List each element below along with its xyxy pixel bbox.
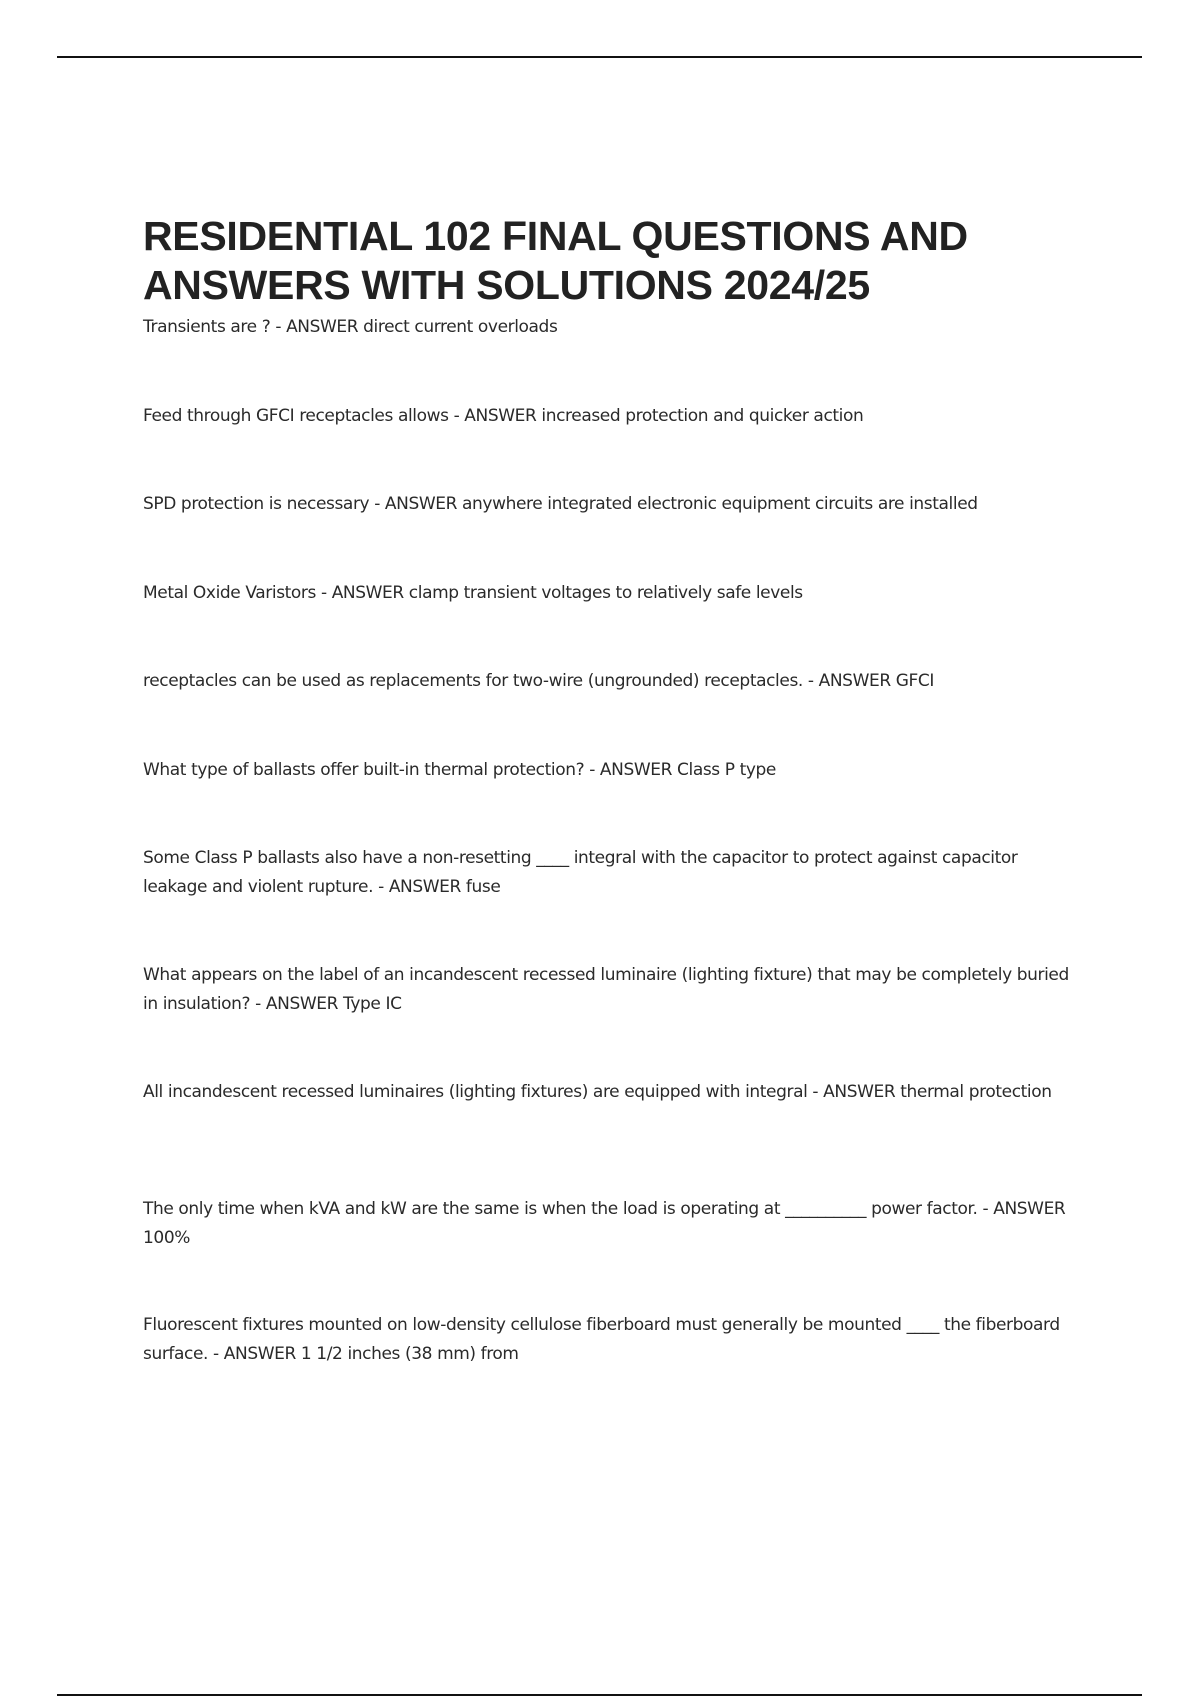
top-divider xyxy=(57,56,1142,58)
document-title: RESIDENTIAL 102 FINAL QUESTIONS AND ANSWERS WITH SOLUTIONS 2024/25 xyxy=(143,213,968,308)
qa-item: What type of ballasts offer built-in thermal protection? - ANSWER Class P type xyxy=(143,760,776,780)
qa-item: Feed through GFCI receptacles allows - ANSWER increased protection and quicker action xyxy=(143,406,864,426)
bottom-divider xyxy=(57,1694,1142,1696)
qa-item: Metal Oxide Varistors - ANSWER clamp transient voltages to relatively safe levels xyxy=(143,583,803,603)
qa-item: Transients are ? - ANSWER direct current overloads xyxy=(143,317,558,337)
qa-item: The only time when kVA and kW are the same is when the load is operating at __________ power factor. - ANSWER 100% xyxy=(143,1199,1066,1248)
qa-item: All incandescent recessed luminaires (lighting fixtures) are equipped with integral - ANSWER thermal protection xyxy=(143,1082,1052,1102)
qa-item: Some Class P ballasts also have a non-resetting ____ integral with the capacitor to protect against capacitor leakage and violent rupture. - ANSWER fuse xyxy=(143,848,1018,897)
qa-item: receptacles can be used as replacements for two-wire (ungrounded) receptacles. - ANSWER GFCI xyxy=(143,671,934,691)
qa-item: What appears on the label of an incandescent recessed luminaire (lighting fixture) that may be completely buried in insulation? - ANSWER Type IC xyxy=(143,965,1069,1014)
qa-item: SPD protection is necessary - ANSWER anywhere integrated electronic equipment circuits are installed xyxy=(143,494,978,514)
qa-item: Fluorescent fixtures mounted on low-density cellulose fiberboard must generally be mounted ____ the fiberboard surface. - ANSWER 1 1/2 inches (38 mm) from xyxy=(143,1315,1060,1364)
